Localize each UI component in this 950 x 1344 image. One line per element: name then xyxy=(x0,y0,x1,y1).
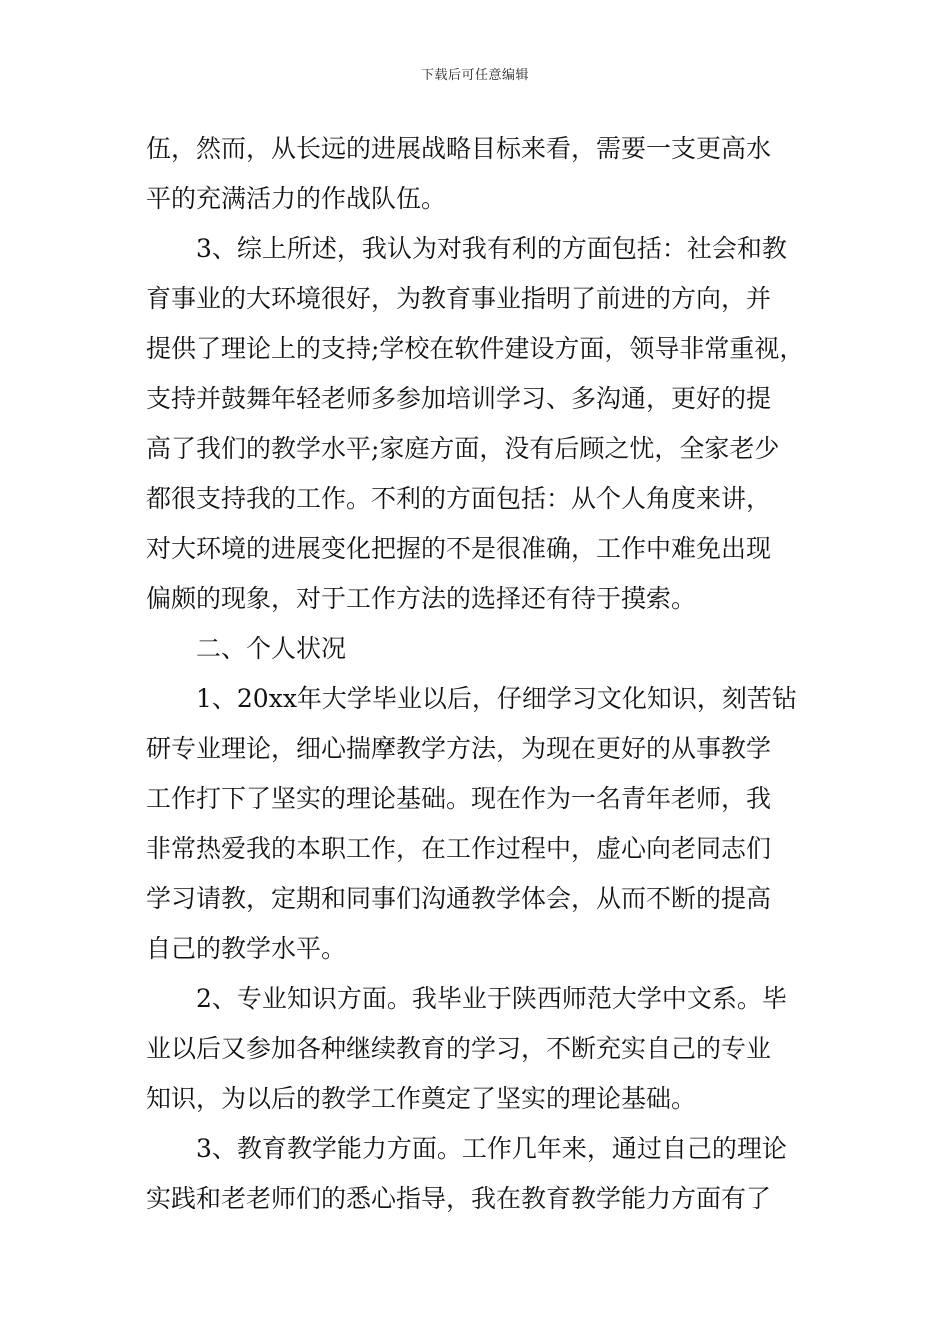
text-line: 非常热爱我的本职工作，在工作过程中，虚心向老同志们 xyxy=(146,834,772,863)
text-line: 3、教育教学能力方面。工作几年来，通过自己的理论 xyxy=(196,1134,787,1163)
section-heading: 二、个人状况 xyxy=(196,634,347,663)
page-header: 下载后可任意编辑 xyxy=(420,68,529,83)
text-line: 平的充满活力的作战队伍。 xyxy=(146,184,447,213)
text-line: 知识，为以后的教学工作奠定了坚实的理论基础。 xyxy=(146,1084,697,1113)
text-line: 高了我们的教学水平;家庭方面，没有后顾之忧，全家老少 xyxy=(146,434,780,463)
text-line: 对大环境的进展变化把握的不是很准确，工作中难免出现 xyxy=(146,534,772,563)
text-line: 实践和老老师们的悉心指导，我在教育教学能力方面有了 xyxy=(146,1184,772,1213)
text-line: 3、综上所述，我认为对我有利的方面包括：社会和教 xyxy=(196,234,787,263)
text-line: 2、专业知识方面。我毕业于陕西师范大学中文系。毕 xyxy=(196,984,787,1013)
text-line: 支持并鼓舞年轻老师多参加培训学习、多沟通，更好的提 xyxy=(146,384,772,413)
text-line: 伍，然而，从长远的进展战略目标来看，需要一支更高水 xyxy=(146,134,772,163)
text-line: 1、20xx年大学毕业以后，仔细学习文化知识，刻苦钻 xyxy=(196,684,797,713)
text-line: 育事业的大环境很好，为教育事业指明了前进的方向，并 xyxy=(146,284,772,313)
text-line: 自己的教学水平。 xyxy=(146,934,347,963)
text-line: 偏颇的现象，对于工作方法的选择还有待于摸索。 xyxy=(146,584,697,613)
text-line: 提供了理论上的支持;学校在软件建设方面，领导非常重视， xyxy=(146,334,805,363)
text-line: 研专业理论，细心揣摩教学方法，为现在更好的从事教学 xyxy=(146,734,772,763)
text-line: 工作打下了坚实的理论基础。现在作为一名青年老师，我 xyxy=(146,784,772,813)
text-line: 业以后又参加各种继续教育的学习，不断充实自己的专业 xyxy=(146,1034,772,1063)
document-body xyxy=(146,124,806,1224)
text-line: 都很支持我的工作。不利的方面包括：从个人角度来讲， xyxy=(146,484,772,513)
text-line: 学习请教，定期和同事们沟通教学体会，从而不断的提高 xyxy=(146,884,772,913)
